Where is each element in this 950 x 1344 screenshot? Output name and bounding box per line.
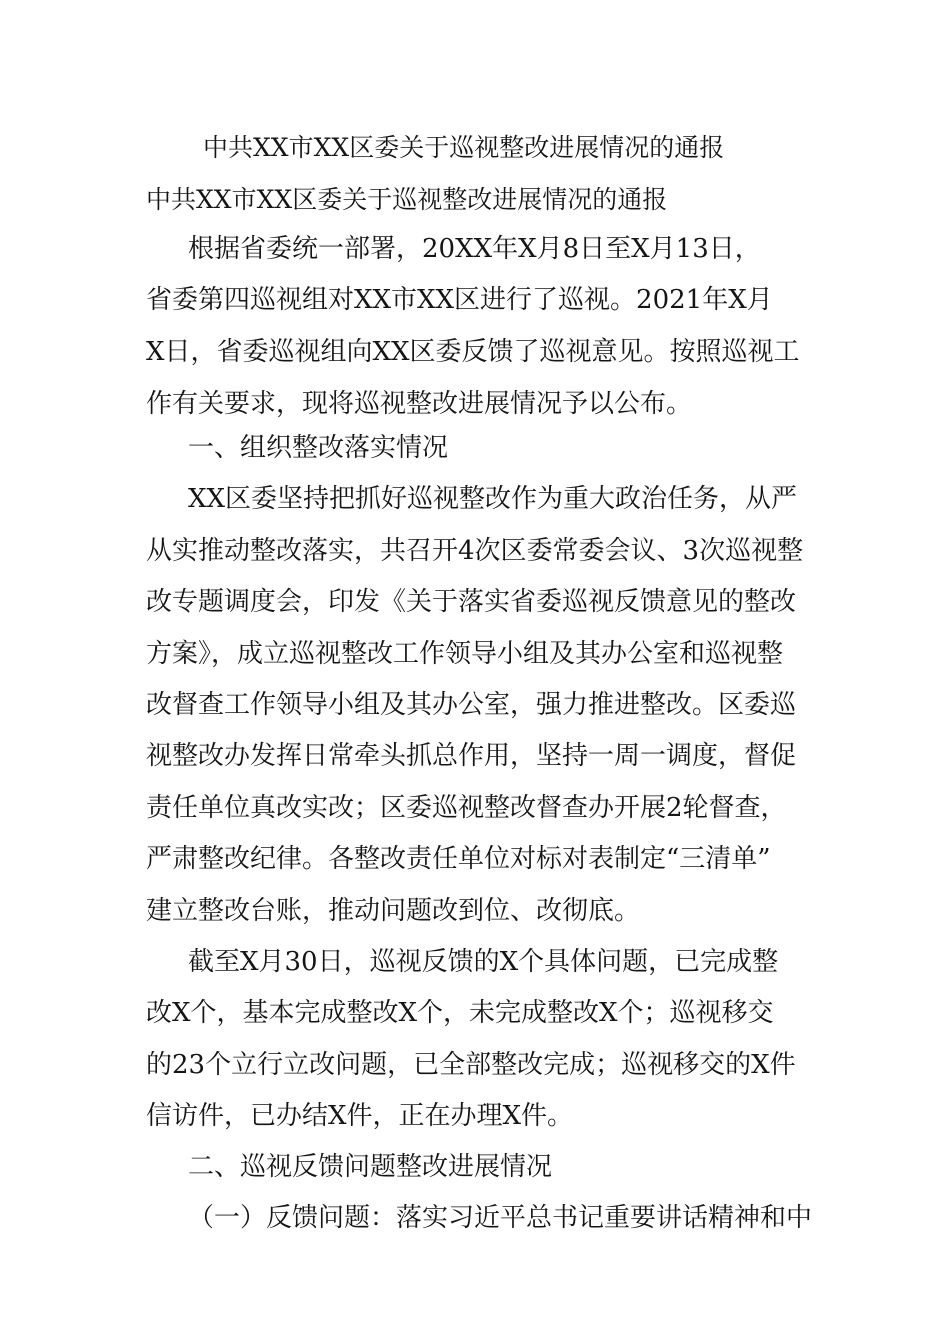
section-heading: 二、巡视反馈问题整改进展情况 (188, 1152, 553, 1182)
paragraph-line: 改督查工作领导小组及其办公室，强力推进整改。区委巡 (146, 690, 797, 720)
section-heading: 一、组织整改落实情况 (188, 433, 449, 463)
paragraph-line: 作有关要求，现将巡视整改进展情况予以公布。 (146, 389, 693, 419)
subsection-heading: （一）反馈问题：落实习近平总书记重要讲话精神和中 (188, 1203, 813, 1233)
paragraph-line: 改X个，基本完成整改X个，未完成整改X个；巡视移交 (146, 998, 774, 1028)
paragraph-line: 改专题调度会，印发《关于落实省委巡视反馈意见的整改 (146, 587, 797, 617)
document-subtitle: 中共XX市XX区委关于巡视整改进展情况的通报 (146, 185, 668, 214)
paragraph-line: 截至X月30日，巡视反馈的X个具体问题，已完成整 (188, 947, 779, 977)
paragraph-line: 建立整改台账，推动问题改到位、改彻底。 (146, 896, 641, 926)
paragraph-line: X日，省委巡视组向XX区委反馈了巡视意见。按照巡视工 (146, 337, 800, 367)
paragraph-line: 严肃整改纪律。各整改责任单位对标对表制定“三清单” (146, 844, 771, 874)
paragraph-line: 方案》，成立巡视整改工作领导小组及其办公室和巡视整 (146, 639, 784, 669)
document-title: 中共XX市XX区委关于巡视整改进展情况的通报 (203, 133, 725, 162)
paragraph-line: 责任单位真改实改；区委巡视整改督查办开展2轮督查， (146, 793, 787, 823)
paragraph-line: 根据省委统一部署，20XX年X月8日至X月13日， (188, 234, 761, 264)
paragraph-line: 的23个立行立改问题，已全部整改完成；巡视移交的X件 (146, 1050, 796, 1080)
paragraph-line: 视整改办发挥日常牵头抓总作用，坚持一周一调度，督促 (146, 741, 797, 771)
paragraph-line: 省委第四巡视组对XX市XX区进行了巡视。2021年X月 (146, 285, 773, 315)
paragraph-line: 信访件，已办结X件，正在办理X件。 (146, 1101, 574, 1131)
paragraph-line: XX区委坚持把抓好巡视整改作为重大政治任务，从严 (188, 484, 798, 514)
paragraph-line: 从实推动整改落实，共召开4次区委常委会议、3次巡视整 (146, 536, 804, 566)
